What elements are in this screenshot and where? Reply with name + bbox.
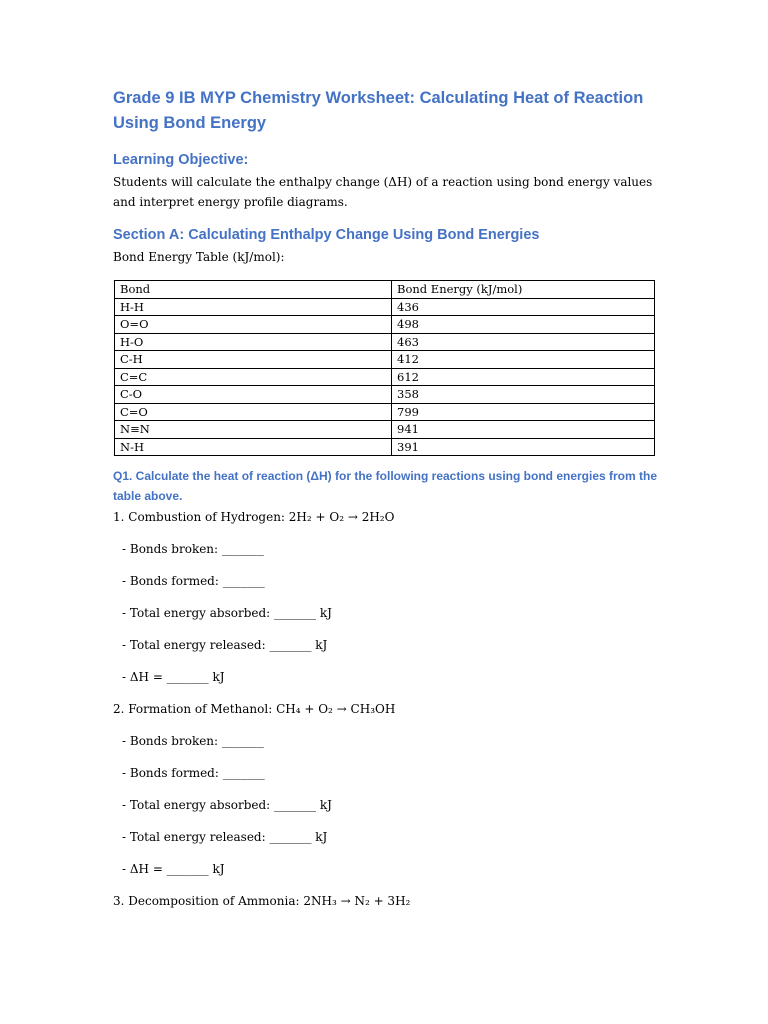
table-cell-energy: 498 xyxy=(392,316,655,334)
learning-objective-text: Students will calculate the enthalpy change (ΔH) of a reaction using bond energy values and interpret energy profile diagrams. xyxy=(113,175,653,209)
table-header-energy: Bond Energy (kJ/mol) xyxy=(392,281,655,299)
table-caption: Bond Energy Table (kJ/mol): xyxy=(113,250,285,264)
reaction-2-energy-absorbed: - Total energy absorbed: _______ kJ xyxy=(122,798,332,812)
table-row xyxy=(115,421,655,439)
table-row xyxy=(115,368,655,386)
table-header-row xyxy=(115,281,655,299)
table-row xyxy=(115,333,655,351)
reaction-2-title: 2. Formation of Methanol: CH₄ + O₂ → CH₃OH xyxy=(113,702,396,716)
reaction-2-delta-h: - ΔH = _______ kJ xyxy=(122,862,225,876)
table-cell-energy: 799 xyxy=(392,403,655,421)
reaction-1-delta-h: - ΔH = _______ kJ xyxy=(122,670,225,684)
reaction-1-energy-absorbed: - Total energy absorbed: _______ kJ xyxy=(122,606,332,620)
table-cell-energy: 391 xyxy=(392,438,655,456)
table-row xyxy=(115,316,655,334)
table-cell-energy: 463 xyxy=(392,333,655,351)
table-cell-bond: C-O xyxy=(115,386,392,404)
table-cell-bond: N-H xyxy=(115,438,392,456)
table-cell-energy: 412 xyxy=(392,351,655,369)
reaction-3-title: 3. Decomposition of Ammonia: 2NH₃ → N₂ + 3H₂ xyxy=(113,894,411,908)
table-cell-bond: C=O xyxy=(115,403,392,421)
table-row xyxy=(115,386,655,404)
table-row xyxy=(115,351,655,369)
table-row xyxy=(115,403,655,421)
section-a-heading: Section A: Calculating Enthalpy Change Using Bond Energies xyxy=(113,227,540,243)
reaction-1-energy-released: - Total energy released: _______ kJ xyxy=(122,638,328,652)
reaction-2-bonds-broken: - Bonds broken: _______ xyxy=(122,734,264,748)
reaction-1-title: 1. Combustion of Hydrogen: 2H₂ + O₂ → 2H₂O xyxy=(113,510,395,524)
table-cell-bond: H-O xyxy=(115,333,392,351)
worksheet-title: Grade 9 IB MYP Chemistry Worksheet: Calculating Heat of Reaction Using Bond Energy xyxy=(113,89,644,132)
table-row xyxy=(115,438,655,456)
table-cell-bond: N≡N xyxy=(115,421,392,439)
table-cell-bond: O=O xyxy=(115,316,392,334)
reaction-1-bonds-broken: - Bonds broken: _______ xyxy=(122,542,264,556)
bond-energy-table xyxy=(114,280,655,456)
table-cell-energy: 612 xyxy=(392,368,655,386)
reaction-1-bonds-formed: - Bonds formed: _______ xyxy=(122,574,265,588)
reaction-2-bonds-formed: - Bonds formed: _______ xyxy=(122,766,265,780)
table-row xyxy=(115,298,655,316)
learning-objective-heading: Learning Objective: xyxy=(113,152,249,168)
table-cell-energy: 941 xyxy=(392,421,655,439)
table-cell-bond: C-H xyxy=(115,351,392,369)
table-header-bond: Bond xyxy=(115,281,392,299)
table-cell-bond: H-H xyxy=(115,298,392,316)
table-cell-energy: 358 xyxy=(392,386,655,404)
q1-heading: Q1. Calculate the heat of reaction (ΔH) for the following reactions using bond energies from the table above. xyxy=(113,469,658,503)
reaction-2-energy-released: - Total energy released: _______ kJ xyxy=(122,830,328,844)
table-cell-bond: C=C xyxy=(115,368,392,386)
table-cell-energy: 436 xyxy=(392,298,655,316)
